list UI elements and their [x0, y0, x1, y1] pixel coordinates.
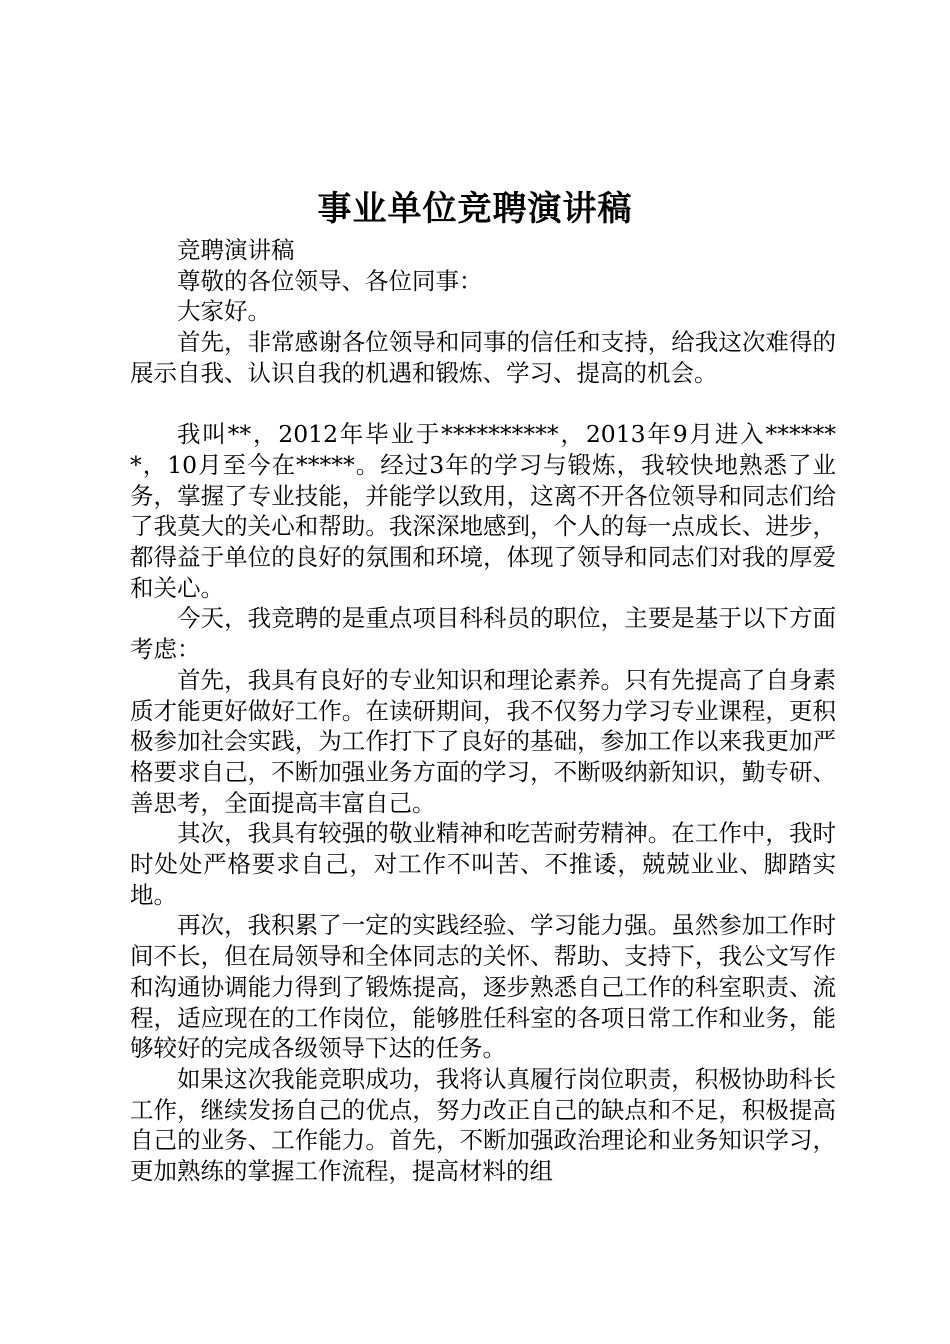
paragraph-reason-third: 再次，我积累了一定的实践经验、学习能力强。虽然参加工作时间不长，但在局领导和全体同志的关怀、帮助、支持下，我公文写作和沟通协调能力得到了锻炼提高，逐步熟悉自己工作的科室职责、流程，适应现在的工作岗位，能够胜任科室的各项日常工作和业务，能够较好的完成各级领导下达的任务。 — [130, 911, 836, 1063]
paragraph-plan: 如果这次我能竞职成功，我将认真履行岗位职责，积极协助科长工作，继续发扬自己的优点，努力改正自己的缺点和不足，积极提高自己的业务、工作能力。首先，不断加强政治理论和业务知识学习，更加熟练的掌握工作流程，提高材料的组 — [130, 1064, 836, 1186]
paragraph-reason-second: 其次，我具有较强的敬业精神和吃苦耐劳精神。在工作中，我时时处处严格要求自己，对工作不叫苦、不推诿，兢兢业业、脚踏实地。 — [130, 819, 836, 909]
paragraph-reason-first: 首先，我具有良好的专业知识和理论素养。只有先提高了自身素质才能更好做好工作。在读研期间，我不仅努力学习专业课程，更积极参加社会实践，为工作打下了良好的基础，参加工作以来我更加严格要求自己，不断加强业务方面的学习，不断吸纳新知识，勤专研、善思考，全面提高丰富自己。 — [130, 665, 836, 817]
paragraph-position-intro: 今天，我竞聘的是重点项目科科员的职位，主要是基于以下方面考虑： — [130, 604, 836, 664]
paragraph-thanks: 首先，非常感谢各位领导和同事的信任和支持，给我这次难得的展示自我、认识自我的机遇和锻炼、学习、提高的机会。 — [130, 328, 836, 387]
paragraph-salutation: 尊敬的各位领导、各位同事： — [177, 266, 483, 295]
paragraph-heading-label: 竞聘演讲稿 — [177, 236, 295, 264]
document-body — [130, 235, 836, 1187]
paragraph-self-introduction: 我叫**，2012年毕业于**********，2013年9月进入*******，10月至今在*****。经过3年的学习与锻炼，我较快地熟悉了业务，掌握了专业技能，并能学以致用，这离不开各位领导和同志们给了我莫大的关心和帮助。我深深地感到，个人的每一点成长、进步，都得益于单位的良好的氛围和环境，体现了领导和同志们对我的厚爱和关心。 — [130, 420, 836, 602]
document-title: 事业单位竞聘演讲稿 — [317, 189, 633, 229]
paragraph-greeting: 大家好。 — [177, 297, 271, 326]
